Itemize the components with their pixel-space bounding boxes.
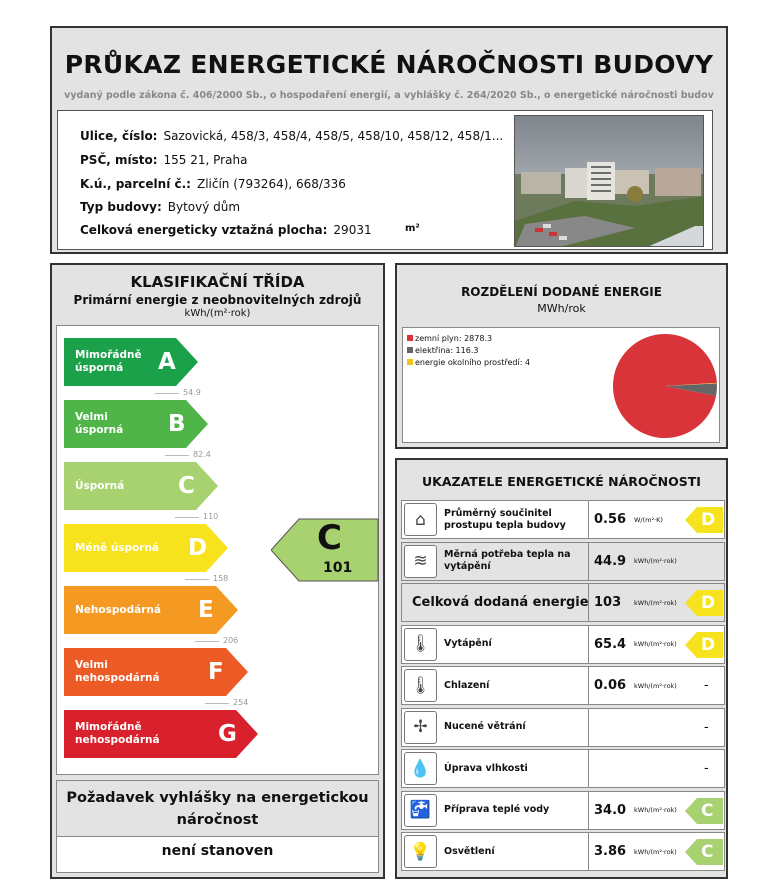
energy-class-bar-c bbox=[64, 462, 218, 510]
heating-thermometer-icon: 🌡 bbox=[404, 628, 437, 661]
psc-value: 155 21, Praha bbox=[163, 153, 248, 167]
indicator-label: Měrná potřeba tepla na vytápění bbox=[444, 549, 571, 572]
indicator-value: 34.0 bbox=[594, 802, 627, 818]
energy-class-letter: C bbox=[178, 473, 195, 499]
indicator-value: 3.86 bbox=[594, 844, 627, 859]
energy-split-unit: MWh/rok bbox=[537, 302, 586, 315]
current-class-marker bbox=[271, 518, 379, 582]
energy-class-bar-b bbox=[64, 400, 208, 448]
indicator-class-badge: D bbox=[685, 632, 723, 658]
indicator-unit: kWh/(m²·rok) bbox=[634, 806, 677, 814]
requirement-value: není stanoven bbox=[161, 843, 274, 859]
indicator-row bbox=[401, 749, 725, 788]
indicator-value: 103 bbox=[594, 595, 622, 610]
indicator-row bbox=[401, 583, 725, 622]
indicator-label: Celková dodaná energie bbox=[412, 594, 589, 610]
energy-class-threshold: 158 bbox=[213, 574, 229, 583]
indicator-unit: W/(m²·K) bbox=[634, 515, 663, 524]
heat-demand-icon: ≋ bbox=[404, 545, 437, 578]
building-info bbox=[57, 110, 713, 250]
energy-class-threshold: 206 bbox=[223, 636, 239, 645]
house-envelope-icon: ⌂ bbox=[404, 503, 437, 536]
energy-class-letter: G bbox=[218, 721, 237, 747]
indicator-class-none: - bbox=[704, 761, 709, 776]
page-subtitle: vydaný podle zákona č. 406/2000 Sb., o hospodaření energií, a vyhlášky č. 264/2020 Sb., o energetické náročnosti budov bbox=[64, 90, 714, 101]
indicator-value: 65.4 bbox=[594, 636, 627, 652]
indicator-unit: kWh/(m²·rok) bbox=[634, 598, 677, 607]
energy-legend-item bbox=[407, 346, 478, 355]
indicator-class-badge: C bbox=[685, 798, 723, 824]
indicators-title: UKAZATELE ENERGETICKÉ NÁROČNOSTI bbox=[422, 474, 701, 489]
indicator-row bbox=[401, 708, 725, 747]
indicator-value: 44.9 bbox=[594, 553, 627, 569]
energy-split-panel bbox=[395, 263, 728, 449]
energy-class-letter: A bbox=[158, 349, 176, 375]
energy-class-threshold: 82.4 bbox=[193, 450, 211, 459]
indicator-label: Úprava vlhkosti bbox=[444, 762, 528, 774]
energy-class-label: Méně úsporná bbox=[75, 541, 160, 554]
hot-water-tap-icon: 🚰 bbox=[404, 794, 437, 827]
energy-class-bar-e bbox=[64, 586, 238, 634]
lightbulb-icon: 💡 bbox=[404, 835, 437, 868]
energy-class-threshold: 110 bbox=[203, 512, 219, 521]
energy-legend-item bbox=[407, 334, 492, 343]
indicator-unit: kWh/(m²·rok) bbox=[634, 847, 677, 856]
energy-class-label: Nehospodárná bbox=[75, 603, 161, 616]
indicator-class-badge: C bbox=[685, 839, 723, 865]
indicator-row bbox=[401, 542, 725, 581]
energy-class-letter: B bbox=[168, 411, 186, 437]
fan-icon: ✢ bbox=[404, 711, 437, 744]
indicators-panel bbox=[395, 458, 728, 879]
indicator-value: 0.06 bbox=[594, 678, 627, 693]
indicator-unit: kWh/(m²·rok) bbox=[634, 557, 677, 565]
type-value: Bytový dům bbox=[167, 200, 241, 214]
certificate-header bbox=[50, 26, 728, 254]
requirement-title: Požadavek vyhlášky na energetickou náročnost bbox=[57, 781, 378, 837]
energy-class-bar-f bbox=[64, 648, 248, 696]
energy-class-threshold: 254 bbox=[233, 698, 249, 707]
energy-class-letter: F bbox=[208, 659, 224, 685]
ku-value: Zličín (793264), 668/336 bbox=[196, 177, 346, 191]
indicator-class-none: - bbox=[704, 678, 709, 693]
indicator-label: Průměrný součinitel prostupu tepla budovy bbox=[444, 507, 566, 531]
area-unit: m² bbox=[405, 223, 420, 234]
type-label: Typ budovy: bbox=[80, 200, 162, 214]
energy-class-label: Velmi nehospodárná bbox=[75, 659, 160, 684]
indicator-row bbox=[401, 832, 725, 871]
energy-class-letter: E bbox=[198, 597, 214, 623]
indicator-unit: kWh/(m²·rok) bbox=[634, 681, 677, 690]
indicator-row bbox=[401, 666, 725, 705]
energy-class-bar-d bbox=[64, 524, 228, 572]
legend-swatch bbox=[407, 335, 413, 341]
street-label: Ulice, číslo: bbox=[80, 129, 158, 143]
indicator-row bbox=[401, 625, 725, 664]
classification-subtitle: Primární energie z neobnovitelných zdrojů bbox=[73, 293, 362, 307]
current-class-value: 101 bbox=[323, 560, 353, 576]
energy-split-chart bbox=[402, 327, 720, 443]
psc-label: PSČ, místo: bbox=[80, 153, 158, 167]
indicator-class-badge: D bbox=[685, 590, 723, 616]
ku-label: K.ú., parcelní č.: bbox=[80, 177, 191, 191]
energy-split-title: ROZDĚLENÍ DODANÉ ENERGIE bbox=[461, 285, 662, 299]
cooling-thermometer-icon: 🌡 bbox=[404, 669, 437, 702]
indicator-row bbox=[401, 500, 725, 539]
energy-class-bar-g bbox=[64, 710, 258, 758]
street-value: Sazovická, 458/3, 458/4, 458/5, 458/10, 458/12, 458/1... bbox=[163, 129, 504, 143]
indicator-row bbox=[401, 791, 725, 830]
indicator-unit: kWh/(m²·rok) bbox=[634, 640, 677, 648]
legend-swatch bbox=[407, 359, 413, 365]
building-photo bbox=[514, 115, 704, 247]
energy-pie-chart bbox=[612, 333, 718, 439]
energy-class-label: Úsporná bbox=[75, 479, 125, 492]
legend-text: energie okolního prostředí: 4 bbox=[415, 358, 531, 367]
indicator-label: Chlazení bbox=[444, 679, 490, 691]
indicator-class-badge: D bbox=[685, 507, 723, 533]
energy-class-scale bbox=[56, 325, 379, 775]
humidity-icon: 💧 bbox=[404, 752, 437, 785]
area-label: Celková energeticky vztažná plocha: bbox=[80, 223, 328, 237]
indicator-label: Nucené větrání bbox=[444, 721, 526, 732]
classification-panel bbox=[50, 263, 385, 879]
indicator-label: Příprava teplé vody bbox=[444, 804, 550, 815]
current-class-letter: C bbox=[317, 518, 342, 558]
requirement-box bbox=[56, 780, 379, 873]
energy-class-letter: D bbox=[188, 535, 208, 561]
energy-legend-item bbox=[407, 358, 530, 367]
classification-unit: kWh/(m²·rok) bbox=[184, 308, 251, 319]
page-title: PRŮKAZ ENERGETICKÉ NÁROČNOSTI BUDOVY bbox=[64, 50, 714, 79]
energy-class-label: Velmi úsporná bbox=[75, 411, 124, 436]
energy-class-label: Mimořádně úsporná bbox=[75, 349, 142, 374]
legend-text: elektřina: 116.3 bbox=[415, 346, 479, 355]
indicator-value: 0.56 bbox=[594, 512, 627, 527]
indicator-class-none: - bbox=[704, 719, 709, 735]
indicator-label: Vytápění bbox=[444, 638, 492, 649]
area-value: 29031 bbox=[333, 223, 372, 237]
legend-swatch bbox=[407, 347, 413, 353]
energy-class-label: Mimořádně nehospodárná bbox=[75, 721, 160, 746]
legend-text: zemní plyn: 2878.3 bbox=[415, 334, 493, 343]
indicator-label: Osvětlení bbox=[444, 845, 495, 857]
classification-title: KLASIFIKAČNÍ TŘÍDA bbox=[130, 273, 305, 291]
energy-class-threshold: 54.9 bbox=[183, 388, 201, 397]
energy-class-bar-a bbox=[64, 338, 198, 386]
